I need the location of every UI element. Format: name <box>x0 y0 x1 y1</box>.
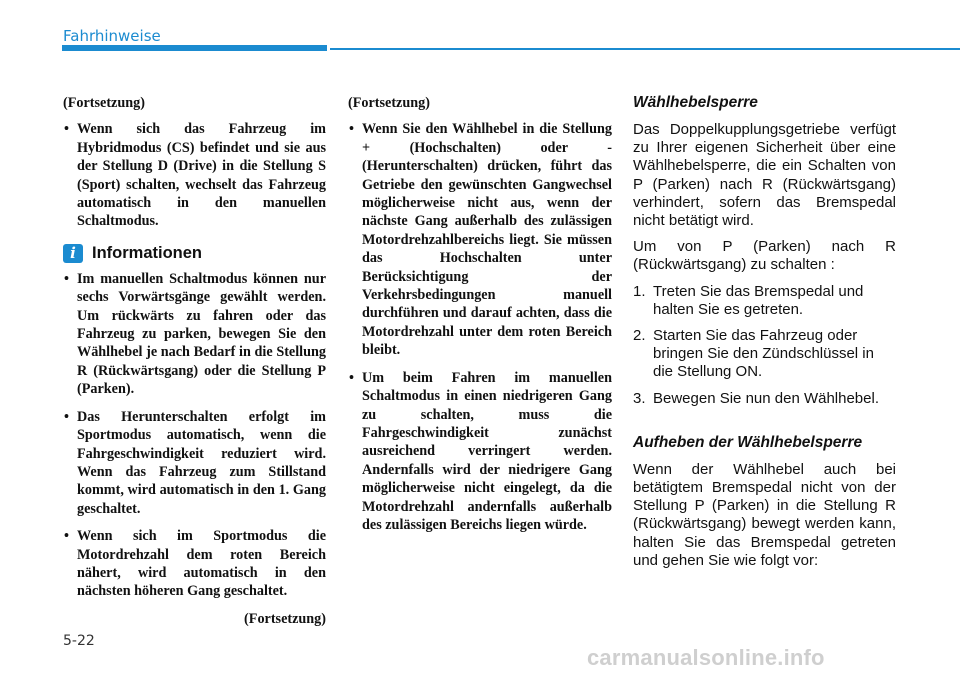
section-title: Fahrhinweise <box>63 27 161 45</box>
info-heading <box>63 244 326 263</box>
list-item: • Wenn Sie den Wählhebel in die Stellung + (Hochschalten) oder - (Herunterschalten) drücken, führt das Getriebe den gewünschten Gangwechsel möglicherweise nicht aus, wenn der nächste Gang außerhalb des zulässigen Motordrehzahlbereichs liegt. Sie müssen das Hochschalten unter Berücksichtigung der Verkehrsbedingungen manuell durchführen und darauf achten, dass die Motordrehzahl unter dem roten Bereich bleibt. <box>348 120 612 359</box>
list-item <box>633 283 896 319</box>
heading-release-lock: Aufheben der Wählhebelsperre <box>633 433 863 451</box>
page-number: 5-22 <box>63 633 95 649</box>
right-column <box>633 94 896 578</box>
step-text: Treten Sie das Bremspedal und halten Sie es getreten. <box>653 282 864 318</box>
continued-label-top: (Fortsetzung) <box>63 95 145 111</box>
intro-bullet-list <box>63 120 326 230</box>
middle-column <box>348 94 612 543</box>
heading-selector-lock: Wählhebelsperre <box>633 94 758 111</box>
step-number: 3. <box>633 389 646 407</box>
step-number: 1. <box>633 282 646 300</box>
paragraph: Um von P (Parken) nach R (Rückwärtsgang) zu schalten : <box>633 238 896 274</box>
step-text: Bewegen Sie nun den Wählhebel. <box>653 389 879 407</box>
paragraph: Das Doppelkupplungsgetriebe verfügt zu Ihrer eigenen Sicherheit über eine Wählhebelsperre, die ein Schalten von P (Parken) nach R (Rückwärtsgang) verhindert, sofern das Bremspedal nicht betätigt wird. <box>633 121 896 230</box>
continued-label-bottom: (Fortsetzung) <box>244 610 326 627</box>
watermark: carmanualsonline.info <box>587 645 825 670</box>
step-text: Starten Sie das Fahrzeug oder bringen Sie den Zündschlüssel in die Stellung ON. <box>653 327 874 381</box>
list-item: • Wenn sich das Fahrzeug im Hybridmodus (CS) befindet und sie aus der Stellung D (Drive) in die Stellung S (Sport) schalten, wechselt das Fahrzeug automatisch in den manuellen Schaltmodus. <box>63 120 326 230</box>
continued-label-top: (Fortsetzung) <box>348 95 430 111</box>
list-item: • Im manuellen Schaltmodus können nur sechs Vorwärtsgänge gewählt werden. Um rückwärts zu fahren oder das Fahrzeug zu parken, bewegen Sie den Wählhebel je nach Bedarf in die Stellung R (Rückwärtsgang) oder die Stellung P (Parken). <box>63 270 326 399</box>
paragraph: Wenn der Wählhebel auch bei betätigtem Bremspedal nicht von der Stellung P (Parken) in die Stellung R (Rückwärtsgang) bewegt werden kann, halten Sie das Bremspedal getreten und gehen Sie wie folgt vor: <box>633 460 896 569</box>
list-item: • Wenn sich im Sportmodus die Motordrehzahl dem roten Bereich nähert, wird automatisch in den nächsten höheren Gang geschaltet. <box>63 527 326 601</box>
header-rule-thick <box>62 45 327 51</box>
left-column <box>63 94 326 636</box>
step-number: 2. <box>633 327 646 345</box>
info-title: Informationen <box>92 244 202 263</box>
steps-list <box>633 283 896 408</box>
middle-bullet-list <box>348 120 612 534</box>
info-icon: i <box>63 244 83 263</box>
list-item: • Um beim Fahren im manuellen Schaltmodus in einen niedrigeren Gang zu schalten, muss die Fahrgeschwindigkeit zunächst ausreichend verringert werden. Andernfalls wird der niedrigere Gang möglicherweise nicht eingelegt, da die Motordrehzahl andernfalls außerhalb des zulässigen Bereichs liegen würde. <box>348 369 612 535</box>
list-item <box>633 327 896 382</box>
header-rule-thin <box>330 48 960 50</box>
list-item <box>633 390 896 408</box>
info-bullet-list <box>63 270 326 601</box>
list-item: • Das Herunterschalten erfolgt im Sportmodus automatisch, wenn die Fahrgeschwindigkeit reduziert wird. Wenn das Fahrzeug zum Stillstand kommt, wird automatisch in den 1. Gang geschaltet. <box>63 408 326 518</box>
